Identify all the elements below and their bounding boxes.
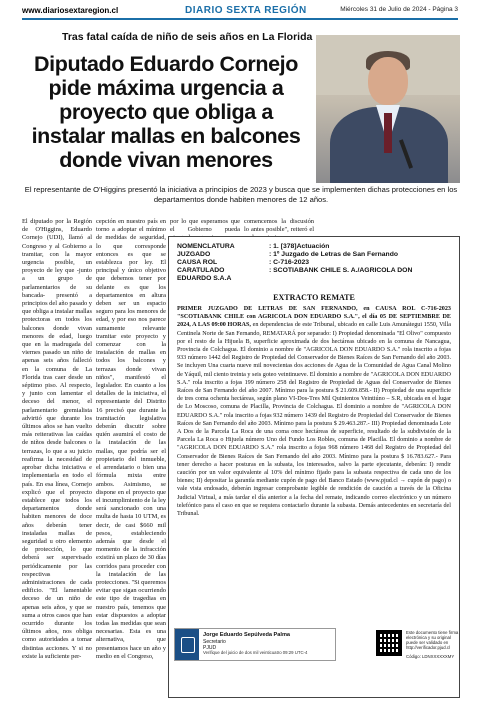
notice-body	[177, 305, 451, 518]
article-summary: El representante de O'Higgins presentó la iniciativa a principios de 2023 y busca que se implementen dichas protecciones en los departamentos donde habiten menores de 12 años.	[24, 185, 458, 204]
signer-org: PJUD	[203, 645, 217, 651]
site-url[interactable]: www.diariosextaregion.cl	[22, 6, 119, 15]
article-column-1: El diputado por la Región de O'Higgins, Eduardo Cornejo (UDI), llamó al Congreso y al Gobierno a tramitar, con la mayor urgencia posible, un proyecto de ley que -junto a un grupo de parlamentarios de su bancada- presentó a principios del año pasado y que obliga a instalar mallas protectoras en todos los balcones donde vivan menores de edad, luego que en la madrugada del viernes pasado un niño de apenas seis años falleció en la comuna de La Florida tras caer desde un séptimo piso. Al respecto, y junto con lamentar el deceso del menor, el parlamentario gremialista advirtió que durante los últimos años se han vuelto más reiterativas las caídas de niños desde balcones o terrazas, lo que a su juicio reafirma la necesidad de aprobar dicha iniciativa e implementarla en todo el país. En esa línea, Cornejo explicó que el proyecto establece que todos los departamentos donde habiten menores de doce años deberán tener instaladas mallas de seguridad u otro elemento de protección, lo que deberá ser supervisado periódicamente por las respectivas administraciones de cada edificio. "El lamentable deceso de un niño de apenas seis años, y que se suma a otros casos que han ocurrido durante los últimos años, nos obliga como autoridades a tomar distintas acciones. Y si no existe la suficiente per-	[22, 218, 92, 660]
notice-field: NOMENCLATURA : 1. [378]Actuación	[177, 243, 330, 250]
notice-field-carry: EDUARDO S.A.A	[177, 275, 232, 282]
article-headline: Diputado Eduardo Cornejo pide máxima urgencia a proyecto que obliga a instalar mallas en balcones donde vivan menores	[31, 52, 301, 172]
newspaper-title: DIARIO SEXTA REGIÓN	[185, 5, 307, 16]
qr-code-icon	[376, 630, 402, 656]
page-header	[0, 0, 480, 26]
date-page: Miércoles 31 de Julio de 2024 - Página 3	[340, 6, 458, 13]
notice-lead: PRIMER JUZGADO DE LETRAS DE SAN FERNANDO, en CAUSA ROL C-716-2023 "SCOTIABANK CHILE con AGRICOLA DON EDUARDO S.A.", el día 05 DE SEPTIEMBRE DE 2024, A LAS 09:00 HORAS,	[177, 306, 451, 329]
verification-code: Código: LDNXXXXXXMY	[406, 654, 455, 659]
notice-text: en dependencias de este Tribunal, ubicado en calle Luis Amunátegui 1550, Villa Centinela Norte de San Fernando, REMATARÁ por separado: I) Propiedad denominada "El Olivo" compuesto por el resto de la Hijuela B, superficie aproximada de dos hectáreas ubicado en la comuna de Nancagua, Provincia de Colchagua. El dominio a nombre de "AGRICOLA DON EDUARDO S.A." rola inscrito a fojas 933 número 1442 del Registro de Propiedad del Conservador de Bienes Raíces de San Fernando del año 2003. Se incluyen Una cuarta nueve mil novecientas dos acciones de Agua de la Comunidad de Agua Canal Molino de Yáquil, mil ciento treinta y seis goteo veintinueve. El dominio a nombre de "AGRICOLA DON EDUARDO S.A." rola inscrito a fojas 199 número 258 del Registro de Propiedad de Aguas del Conservador de Bienes Raíces de San Fernando del año 2007. Mínimo para la postura $ 21.609.858.- II) Propiedad de una superficie de tres coma ochenta hectáreas, según plano VI-Dos-Tres Mil Quinientos Veintiúno – S.R, ubicada en el lugar de Lo Moscoso, comuna de Placilla, Provincia de Colchagua. El dominio a nombre de "AGRICOLA DON EDUARDO S.A." rola inscrito a fojas 932 número 1439 del Registro de Propiedad del Conservador de Bienes Raíces de San Fernando del año 2003. Mínimo para la postura $ 29.463.287.- III) Propiedad denominada Lote A Dos de la Parcela La Roca de una coma once hectáreas de superficie, resultado de la subdivisión de la Parcela La Roca o Hijuela número Uno del Fundo Los Robles, comuna de Placilla. El dominio a nombre de "AGRICOLA DON EDUARDO S.A." rola inscrito a fojas 968 número 1468 del Registro de Propiedad del Conservador de Bienes Raíces de San Fernando del año 2003. Mínimo para la postura $ 16.783.627.- Para tener derecho a hacer posturas en la subasta, los interesados, salvo la parte ejecutante, deberán: I) rendir caución por un valor equivalente al 10% del mínimo fijado para la subasta respectiva de cada uno de los bienes; II) depositar la garantía mediante cupón de pago del Banco Estado (www.pjud.cl → cupón de pago) o vale vista endosado, deberán ingresar comprobante legible de rendición de caución a través de la Oficina Judicial Virtual, a más tardar el día anterior a la fecha del remate, indicando correo electrónico y un número telefónico para el caso en que se requiera contactarlo durante la subasta. Demás antecedentes en secretaría del Tribunal.	[177, 322, 452, 518]
article-column-3: por lo que esperamos que el Gobierno pueda	[170, 218, 240, 234]
signer-name: Jorge Eduardo Sepúlveda Palma	[203, 632, 291, 638]
article-column-2: cepción en nuestro país en torno a adoptar el mínimo de medidas de seguridad, lo que corresponde entonces es que se establezca por ley. El principal y único objetivo que debemos tener por delante es que los departamentos en altura deben ser un espacio seguro para los menores de edad, y por eso nos parece sumamente relevante tramitar este proyecto y comenzar con la instalación de mallas en todos los balcones y terrazas donde vivan niños", manifestó el legislador. En cuanto a los detalles de la iniciativa, el representante del Distrito 16 precisó que durante la tramitación legislativa deberán discutir sobre quién asumirá el costo de la instalación de las mallas, que podría ser el propietario del inmueble, el arrendatario o bien una fórmula mixta entre ambos. Asimismo, se dispone en el proyecto que el incumplimiento de la ley será sancionado con una multa de hasta 10 UTM, es decir, de casi $660 mil pesos, estableciendo además que desde el momento de la infracción existirá un plazo de 30 días corridos para proceder con la instalación de las protecciones. "Si queremos evitar que sigan ocurriendo este tipo de tragedias en nuestro país, tenemos que estar dispuestos a adoptar todas las medidas que sean necesarias. Esta es una alternativa, que presentamos hace un año y medio en el Congreso,	[96, 218, 166, 660]
signature-seal-icon	[175, 629, 199, 660]
notice-field: CARATULADO : SCOTIABANK CHILE S. A./AGRICOLA DON	[177, 267, 413, 274]
notice-field: CAUSA ROL : C-716-2023	[177, 259, 310, 266]
article-kicker: Tras fatal caída de niño de seis años en La Florida	[62, 31, 313, 43]
electronic-signature	[174, 628, 336, 661]
header-rule	[22, 18, 458, 20]
notice-title: EXTRACTO REMATE	[273, 293, 355, 302]
article-column-4: comencemos la discusión lo antes posible", reiteró el	[244, 218, 314, 234]
signature-note: Verifique del juicio de dos mil veinticuatro 09:29 UTC-4	[203, 650, 308, 655]
notice-field: JUZGADO : 1º Juzgado de Letras de San Fernando	[177, 251, 399, 258]
deputy-photo	[316, 35, 460, 183]
verification-note: Este documento tiene firma electrónica y su original puede ser validado en http://verificador.pjud.cl	[406, 630, 459, 650]
signer-role: Secretario	[203, 639, 226, 645]
